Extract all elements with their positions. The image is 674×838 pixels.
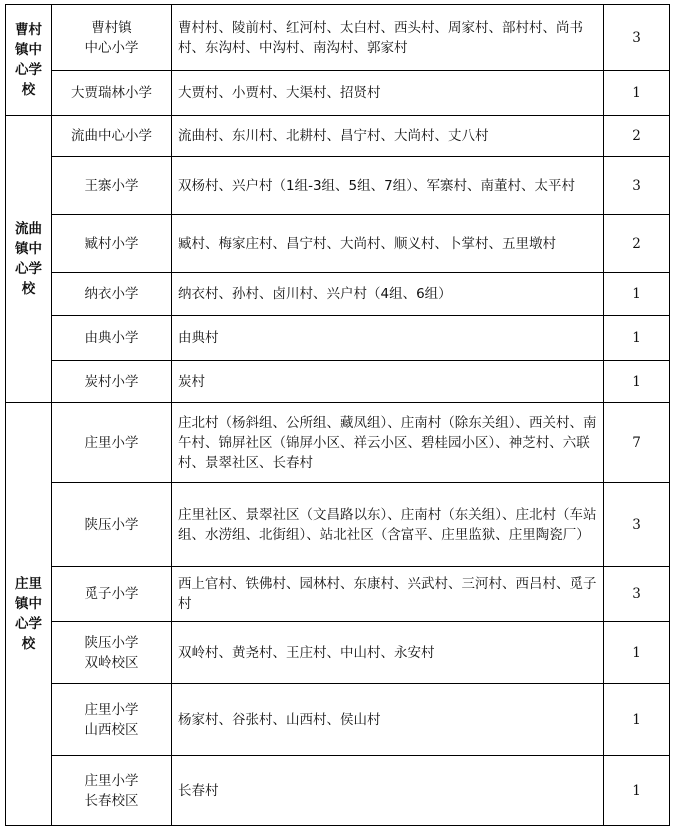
district-cell: 曹村镇中心学校 [6, 5, 52, 116]
table-row [6, 157, 670, 215]
table-row [6, 567, 670, 622]
count-cell: 3 [604, 483, 670, 567]
count-cell: 2 [604, 215, 670, 273]
school-name: 大贾瑞林小学 [52, 71, 172, 116]
count-cell: 1 [604, 316, 670, 361]
school-name: 陕压小学 双岭校区 [52, 622, 172, 684]
school-name: 流曲中心小学 [52, 116, 172, 157]
villages-cell: 大贾村、小贾村、大渠村、招贤村 [172, 71, 604, 116]
table-row [6, 215, 670, 273]
school-name: 纳衣小学 [52, 273, 172, 316]
villages-cell: 长春村 [172, 756, 604, 826]
table-row [6, 71, 670, 116]
count-cell: 1 [604, 273, 670, 316]
villages-cell: 曹村村、陵前村、红河村、太白村、西头村、周家村、部村村、尚书村、东沟村、中沟村、南沟村、郭家村 [172, 5, 604, 71]
school-name: 庄里小学 长春校区 [52, 756, 172, 826]
school-name: 王寨小学 [52, 157, 172, 215]
count-cell: 1 [604, 684, 670, 756]
count-cell: 3 [604, 5, 670, 71]
villages-cell: 双岭村、黄尧村、王庄村、中山村、永安村 [172, 622, 604, 684]
district-cell: 庄里镇中心学校 [6, 403, 52, 826]
school-name: 曹村镇 中心小学 [52, 5, 172, 71]
villages-cell: 由典村 [172, 316, 604, 361]
villages-cell: 纳衣村、孙村、卤川村、兴户村（4组、6组） [172, 273, 604, 316]
school-name: 臧村小学 [52, 215, 172, 273]
villages-cell: 双杨村、兴户村（1组-3组、5组、7组）、军寨村、南董村、太平村 [172, 157, 604, 215]
district-cell: 流曲镇中心学校 [6, 116, 52, 403]
table-row [6, 273, 670, 316]
count-cell: 1 [604, 756, 670, 826]
school-name: 炭村小学 [52, 361, 172, 403]
table-row [6, 622, 670, 684]
count-cell: 3 [604, 567, 670, 622]
table-row [6, 403, 670, 483]
villages-cell: 西上官村、铁佛村、园林村、东康村、兴武村、三河村、西吕村、觅子村 [172, 567, 604, 622]
table-row [6, 684, 670, 756]
table-row [6, 116, 670, 157]
table-row [6, 483, 670, 567]
school-name: 庄里小学 山西校区 [52, 684, 172, 756]
villages-cell: 流曲村、东川村、北耕村、昌宁村、大尚村、丈八村 [172, 116, 604, 157]
count-cell: 7 [604, 403, 670, 483]
count-cell: 1 [604, 71, 670, 116]
school-district-table [5, 4, 670, 826]
villages-cell: 臧村、梅家庄村、昌宁村、大尚村、顺义村、卜掌村、五里墩村 [172, 215, 604, 273]
villages-cell: 杨家村、谷张村、山西村、侯山村 [172, 684, 604, 756]
count-cell: 2 [604, 116, 670, 157]
count-cell: 1 [604, 361, 670, 403]
table-row [6, 5, 670, 71]
table-row [6, 316, 670, 361]
table-row [6, 361, 670, 403]
villages-cell: 庄里社区、景翠社区（文昌路以东）、庄南村（东关组）、庄北村（车站组、水涝组、北街组）、站北社区（含富平、庄里监狱、庄里陶瓷厂） [172, 483, 604, 567]
school-name: 陕压小学 [52, 483, 172, 567]
villages-cell: 炭村 [172, 361, 604, 403]
villages-cell: 庄北村（杨斜组、公所组、藏凤组）、庄南村（除东关组）、西关村、南午村、锦屏社区（锦屏小区、祥云小区、碧桂园小区）、神芝村、六联村、景翠社区、长春村 [172, 403, 604, 483]
count-cell: 3 [604, 157, 670, 215]
school-name: 庄里小学 [52, 403, 172, 483]
count-cell: 1 [604, 622, 670, 684]
table-row [6, 756, 670, 826]
school-name: 觅子小学 [52, 567, 172, 622]
school-name: 由典小学 [52, 316, 172, 361]
